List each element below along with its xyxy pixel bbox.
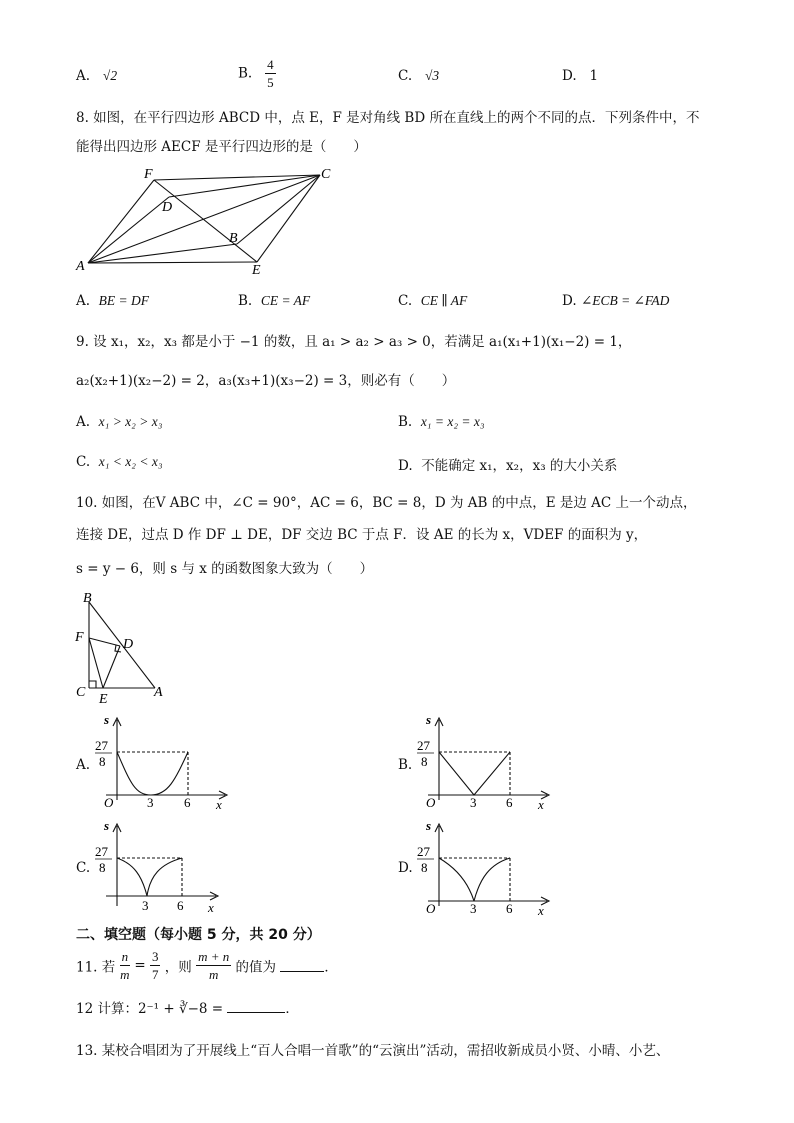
q8-stem-line1: 8. 如图，在平行四边形 ABCD 中，点 E，F 是对角线 BD 所在直线上的两个不同的点．下列条件中，不 bbox=[76, 110, 700, 126]
q8-label-b: B bbox=[229, 231, 238, 246]
q10-label-c: C bbox=[76, 685, 86, 700]
q8-label-c: C bbox=[321, 167, 331, 182]
q10-label-e: E bbox=[99, 692, 108, 706]
q10-label-b: B bbox=[83, 591, 92, 606]
q13-stem: 13. 某校合唱团为了开展线上“百人合唱一首歌”的“云演出”活动，需招收新成员小贤、小晴、小艺、 bbox=[76, 1043, 670, 1059]
q10-label-d: D bbox=[123, 637, 134, 652]
q7-option-d: D. 1 bbox=[562, 68, 599, 84]
q8-option-b: B. CE = AF bbox=[238, 293, 311, 309]
svg-text:x: x bbox=[538, 797, 544, 812]
svg-text:x: x bbox=[216, 797, 222, 812]
svg-text:O: O bbox=[104, 795, 114, 810]
svg-text:O: O bbox=[426, 795, 436, 810]
q12-answer-blank[interactable] bbox=[227, 1000, 285, 1013]
q11-stem: 11. 若 $\frac{n}{m}$ = $\frac{3}{7}$ ，则 $\frac{m + n}{m}$ 的值为 ． bbox=[76, 949, 338, 982]
q9-stem-line2: a₂(x₂+1)(x₂−2) = 2，a₃(x₃+1)(x₃−2) = 3，则必有（ ） bbox=[76, 373, 456, 389]
svg-text:8: 8 bbox=[99, 860, 106, 875]
svg-text:6: 6 bbox=[177, 898, 184, 913]
q9-option-a: A. x₁ > x₂ > x₃ bbox=[76, 414, 163, 430]
svg-text:3: 3 bbox=[142, 898, 149, 913]
svg-text:s: s bbox=[104, 818, 110, 833]
svg-text:8: 8 bbox=[421, 860, 428, 875]
q10-graph-d bbox=[412, 818, 562, 918]
q10-triangle-figure bbox=[72, 588, 182, 706]
q8-stem-line2: 能得出四边形 AECF 是平行四边形的是（ ） bbox=[76, 139, 367, 155]
svg-text:3: 3 bbox=[147, 795, 154, 810]
svg-text:27: 27 bbox=[95, 844, 108, 859]
q10-stem-line2: 连接 DE，过点 D 作 DF ⊥ DE，DF 交边 BC 于点 F．设 AE 的长为 x，VDEF 的面积为 y， bbox=[76, 527, 648, 543]
q12-stem: 12 计算：2⁻¹ + ∛−8 = ． bbox=[76, 1001, 299, 1017]
svg-text:x: x bbox=[538, 903, 544, 918]
q9-option-d: D. 不能确定 x₁，x₂，x₃ 的大小关系 bbox=[398, 458, 618, 474]
svg-text:3: 3 bbox=[470, 795, 477, 810]
section-2-title: 二、填空题（每小题 5 分，共 20 分） bbox=[76, 927, 321, 943]
q10-option-b-letter: B. bbox=[398, 757, 413, 773]
svg-text:27: 27 bbox=[417, 738, 430, 753]
svg-text:s: s bbox=[426, 712, 432, 727]
q10-option-d-letter: D. bbox=[398, 860, 413, 876]
svg-text:6: 6 bbox=[184, 795, 191, 810]
q10-label-a: A bbox=[154, 685, 163, 700]
q11-answer-blank[interactable] bbox=[280, 959, 324, 972]
q7-option-a: A. √2 bbox=[76, 68, 118, 84]
q10-stem-line1: 10. 如图，在V ABC 中，∠C = 90°，AC = 6，BC = 8，D 为 AB 的中点，E 是边 AC 上一个动点， bbox=[76, 495, 697, 511]
q9-option-c: C. x₁ < x₂ < x₃ bbox=[76, 454, 163, 470]
q10-option-c-letter: C. bbox=[76, 860, 91, 876]
q8-label-f: F bbox=[144, 167, 153, 182]
svg-text:8: 8 bbox=[99, 754, 106, 769]
svg-text:27: 27 bbox=[95, 738, 108, 753]
q9-option-b: B. x₁ = x₂ = x₃ bbox=[398, 414, 485, 430]
q10-graph-c bbox=[90, 818, 230, 918]
q8-label-a: A bbox=[76, 259, 85, 274]
q8-parallelogram-figure bbox=[74, 164, 344, 279]
q7-option-c: C. √3 bbox=[398, 68, 440, 84]
svg-text:x: x bbox=[208, 900, 214, 915]
q8-option-a: A. BE = DF bbox=[76, 293, 149, 309]
q10-graph-a bbox=[90, 712, 240, 812]
svg-text:8: 8 bbox=[421, 754, 428, 769]
svg-text:6: 6 bbox=[506, 901, 513, 916]
svg-text:6: 6 bbox=[506, 795, 513, 810]
q10-stem-line3: s = y − 6，则 s 与 x 的函数图象大致为（ ） bbox=[76, 561, 374, 577]
q10-label-f: F bbox=[75, 630, 84, 645]
q10-option-a-letter: A. bbox=[76, 757, 91, 773]
svg-text:3: 3 bbox=[470, 901, 477, 916]
svg-text:27: 27 bbox=[417, 844, 430, 859]
q8-option-c: C. CE ∥ AF bbox=[398, 293, 468, 309]
q8-label-e: E bbox=[252, 263, 261, 278]
q8-option-d: D. ∠ECB = ∠FAD bbox=[562, 293, 670, 309]
q10-graph-b bbox=[412, 712, 562, 812]
q8-label-d: D bbox=[162, 200, 173, 215]
q9-stem-line1: 9. 设 x₁，x₂，x₃ 都是小于 −1 的数，且 a₁ > a₂ > a₃ > 0，若满足 a₁(x₁+1)(x₁−2) = 1， bbox=[76, 334, 632, 350]
svg-text:O: O bbox=[426, 901, 436, 916]
svg-text:s: s bbox=[104, 712, 110, 727]
q7-option-b: B. $\frac{4}{5}$ bbox=[238, 57, 274, 90]
svg-text:s: s bbox=[426, 818, 432, 833]
